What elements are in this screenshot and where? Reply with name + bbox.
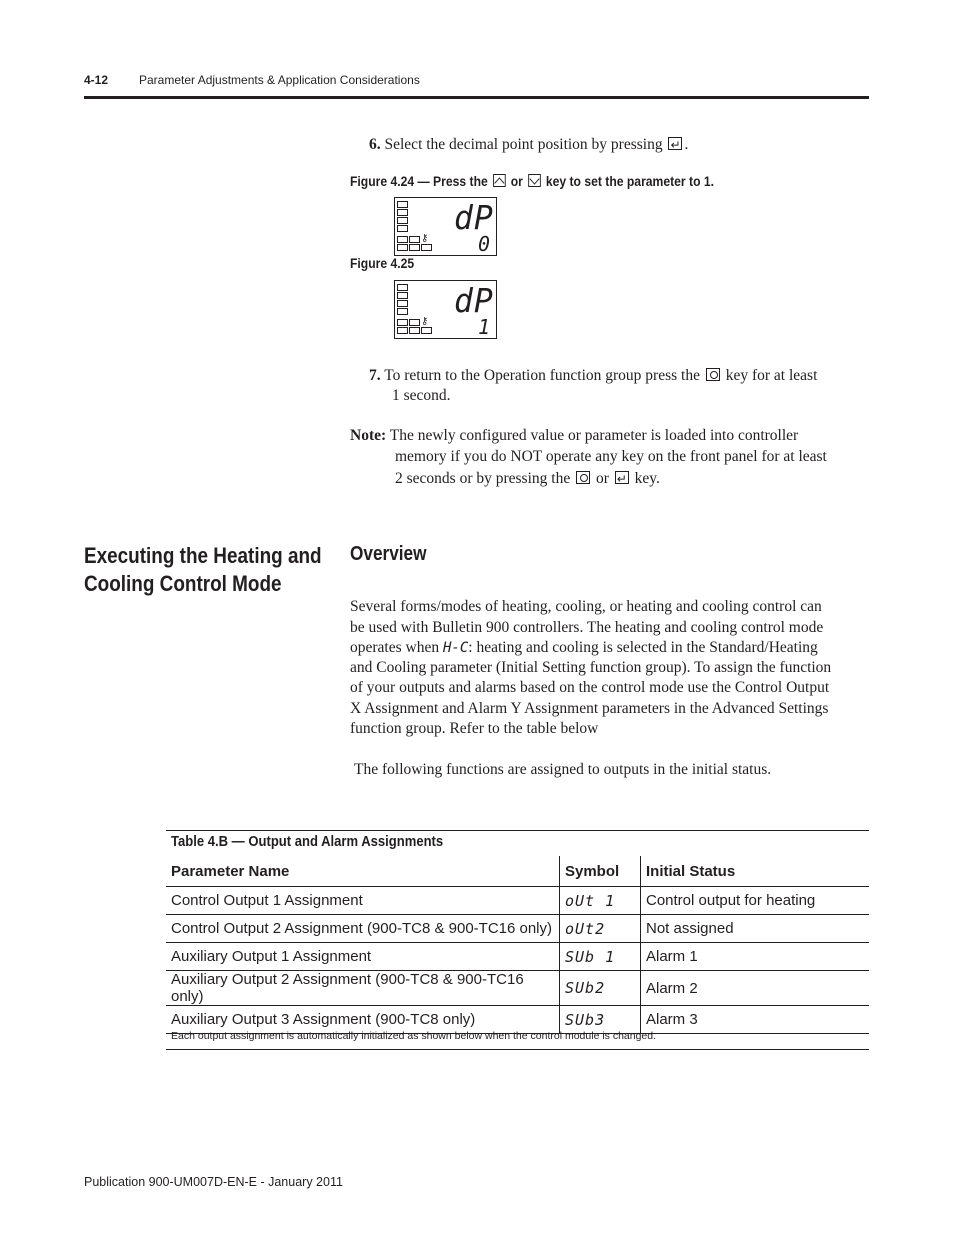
display-sub-value: 0 [478, 232, 491, 256]
step-7-number: 7. [369, 367, 381, 384]
mode-key-icon [576, 471, 590, 484]
step-6 [369, 135, 688, 156]
overview-heading: Overview [350, 543, 427, 565]
figure-4-24-caption [350, 174, 714, 189]
table-row [166, 943, 869, 971]
step-6-period: . [684, 136, 689, 153]
symbol-cell: SUb3 [560, 1006, 641, 1034]
figure-4-25-caption: Figure 4.25 [350, 256, 415, 271]
overview-para-line: Several forms/modes of heating, cooling, or heating and cooling control can [350, 598, 822, 615]
indicator-led [397, 292, 408, 299]
step-7-text: To return to the Operation function group press the [384, 367, 700, 384]
controller-display-figure-4-24 [394, 197, 497, 256]
initial-status-cell: Alarm 2 [641, 971, 870, 1006]
column-header-parameter-name: Parameter Name [166, 856, 560, 887]
note-line: The newly configured value or parameter is loaded into controller [389, 427, 799, 444]
parameter-name-cell: Auxiliary Output 2 Assignment (900-TC8 & 900-TC16 only) [166, 971, 560, 1006]
indicator-led [397, 217, 408, 224]
symbol-cell: SUb2 [560, 971, 641, 1006]
overview-para-line [350, 638, 818, 659]
indicator-led [397, 300, 408, 307]
heating-cooling-symbol: H-C [442, 640, 469, 656]
display-sub-value: 1 [478, 315, 491, 339]
page-number: 4-12 [84, 73, 109, 87]
enter-key-icon [668, 137, 682, 150]
indicator-led [397, 225, 408, 232]
table-footnote: Each output assignment is automatically initialized as shown below when the control module is changed. [171, 1030, 657, 1042]
down-key-icon [528, 174, 541, 187]
parameter-name-cell: Control Output 2 Assignment (900-TC8 & 900-TC16 only) [166, 915, 560, 943]
overview-para-line: function group. Refer to the table below [350, 720, 599, 737]
table-row [166, 915, 869, 943]
initial-status-cell: Not assigned [641, 915, 870, 943]
para-text: : heating and cooling is selected in the Standard/Heating [468, 639, 818, 656]
parameter-name-cell: Auxiliary Output 1 Assignment [166, 943, 560, 971]
note-label: Note: [350, 427, 387, 444]
indicator-led [409, 236, 420, 243]
enter-key-icon [615, 471, 629, 484]
para-text: operates when [350, 639, 440, 656]
table-bottom-rule [166, 1049, 869, 1050]
publication-footer: Publication 900-UM007D-EN-E - January 2011 [84, 1175, 343, 1189]
output-alarm-assignment-table [166, 856, 869, 1034]
key-lock-icon: ⚷ [421, 316, 429, 327]
figure-caption-text: key to set the parameter to 1. [545, 174, 715, 189]
indicator-led [421, 327, 432, 334]
overview-para-line: and Cooling parameter (Initial Setting function group). To assign the function [350, 659, 832, 676]
overview-para-line: X Assignment and Alarm Y Assignment parameters in the Advanced Settings [350, 700, 829, 717]
column-header-initial-status: Initial Status [641, 856, 870, 887]
note-line [395, 469, 660, 490]
overview-para-line: of your outputs and alarms based on the control mode use the Control Output [350, 679, 830, 696]
note-text: 2 seconds or by pressing the [395, 470, 571, 487]
step-6-text: Select the decimal point position by pressing [384, 136, 663, 153]
indicator-led [397, 308, 408, 315]
table-top-rule [166, 830, 869, 831]
indicator-led [397, 327, 408, 334]
table-header-row [166, 856, 869, 887]
indicator-led [397, 319, 408, 326]
up-key-icon [493, 174, 506, 187]
step-7-line2: 1 second. [392, 387, 451, 404]
indicator-led [397, 201, 408, 208]
indicator-led [409, 244, 420, 251]
table-title: Table 4.B — Output and Alarm Assignments [171, 834, 444, 850]
figure-caption-text: or [510, 174, 523, 189]
key-lock-icon: ⚷ [421, 233, 429, 244]
indicator-led [409, 319, 420, 326]
table-row [166, 887, 869, 915]
step-7 [369, 366, 869, 387]
indicator-led [397, 209, 408, 216]
note-line: memory if you do NOT operate any key on the front panel for at least [395, 448, 827, 465]
initial-status-cell: Control output for heating [641, 887, 870, 915]
step-7-text: key for at least [725, 367, 818, 384]
figure-caption-text: Figure 4.24 — Press the [350, 174, 488, 189]
table-row [166, 971, 869, 1006]
symbol-cell: oUt2 [560, 915, 641, 943]
note-text: or [595, 470, 609, 487]
initial-status-cell: Alarm 1 [641, 943, 870, 971]
overview-para-2: The following functions are assigned to outputs in the initial status. [354, 761, 772, 778]
parameter-name-cell: Auxiliary Output 3 Assignment (900-TC8 only) [166, 1006, 560, 1034]
indicator-led [397, 284, 408, 291]
indicator-led [397, 236, 408, 243]
note-text: key. [634, 470, 660, 487]
initial-status-cell: Alarm 3 [641, 1006, 870, 1034]
symbol-cell: oUt 1 [560, 887, 641, 915]
controller-display-figure-4-25 [394, 280, 497, 339]
step-6-number: 6. [369, 136, 381, 153]
overview-para-line: be used with Bulletin 900 controllers. The heating and cooling control mode [350, 619, 824, 636]
column-header-symbol: Symbol [560, 856, 641, 887]
symbol-cell: SUb 1 [560, 943, 641, 971]
indicator-led [397, 244, 408, 251]
chapter-title: Parameter Adjustments & Application Considerations [139, 73, 420, 87]
mode-key-icon [706, 368, 720, 381]
parameter-name-cell: Control Output 1 Assignment [166, 887, 560, 915]
note [350, 426, 798, 447]
header-rule [84, 96, 869, 99]
display-main-value: dP [454, 198, 494, 237]
section-heading: Executing the Heating and Cooling Control Mode [84, 543, 322, 596]
indicator-led [421, 244, 432, 251]
indicator-led [409, 327, 420, 334]
display-main-value: dP [454, 281, 494, 320]
